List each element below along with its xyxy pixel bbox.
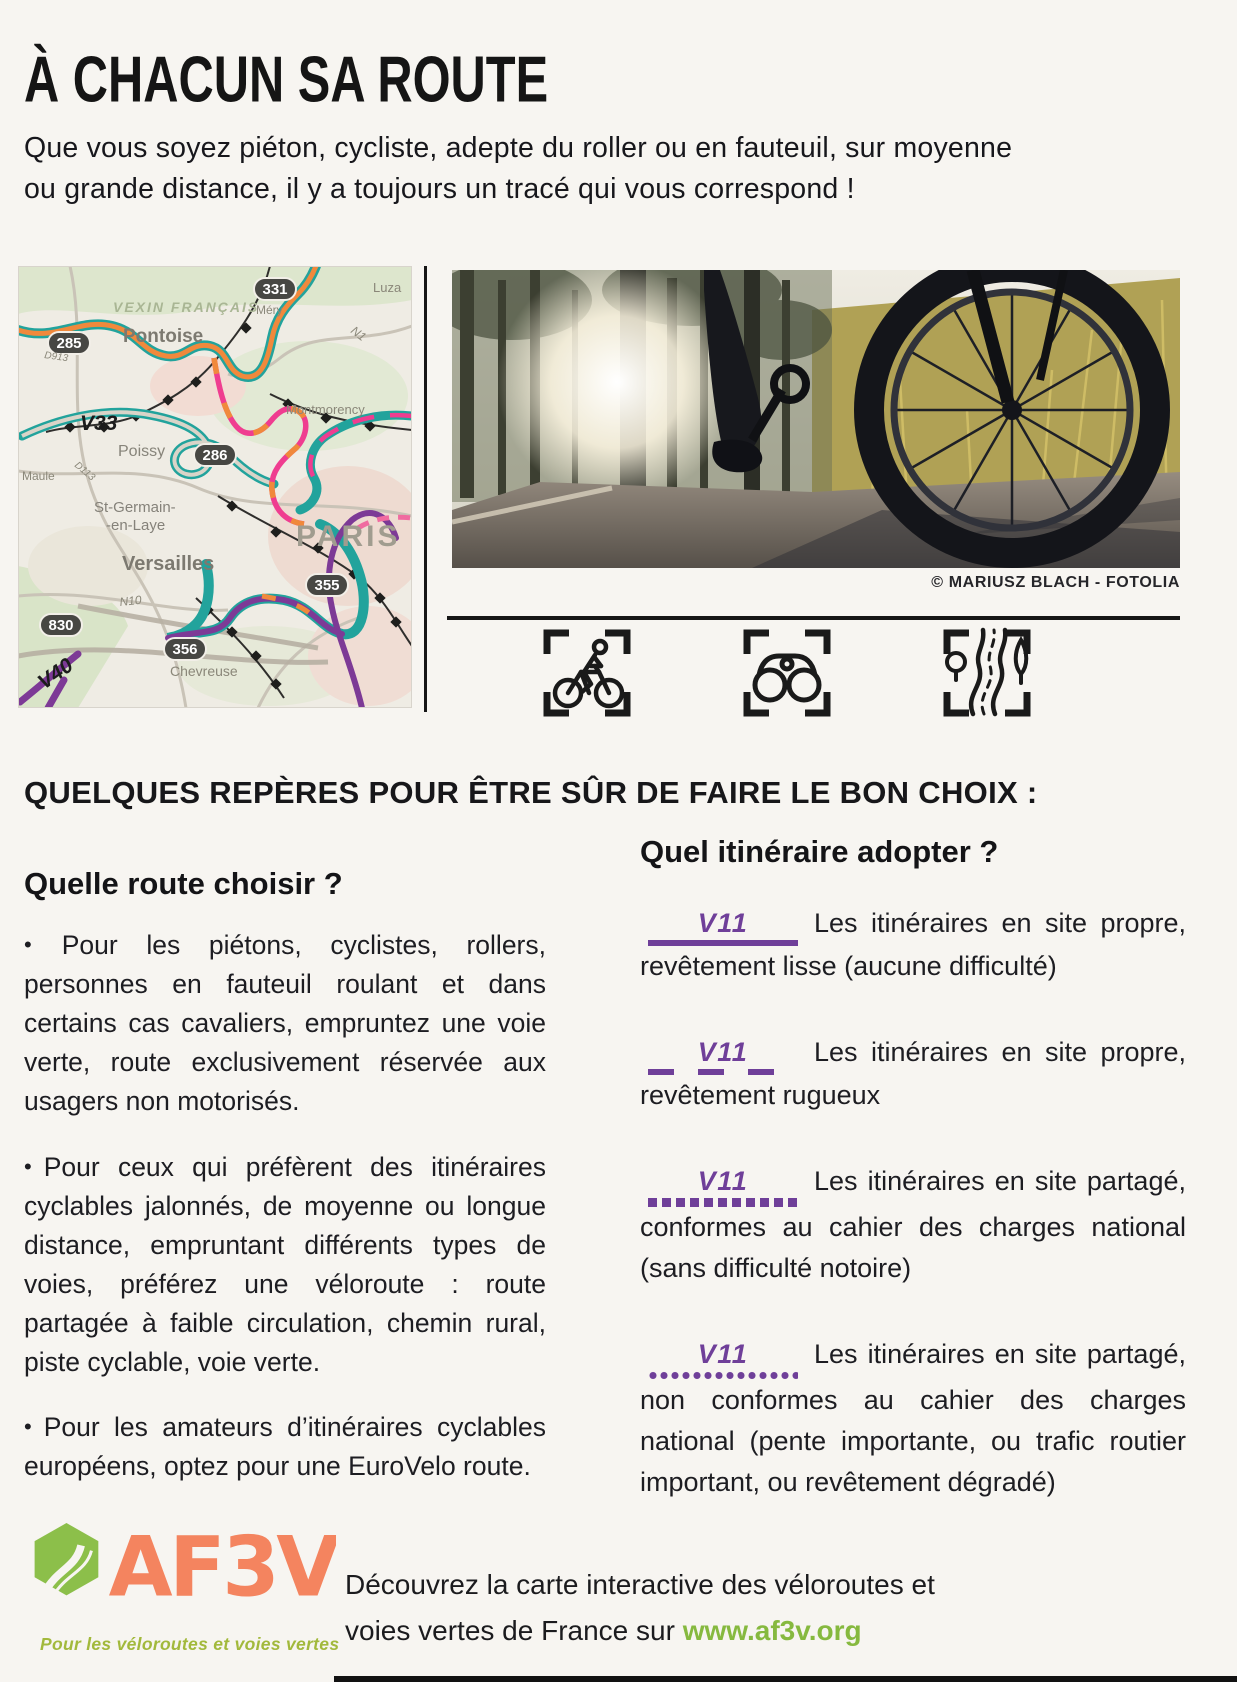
intro-text: Que vous soyez piéton, cycliste, adepte du roller ou en fauteuil, sur moyenne ou grande distance, il y a toujours un tracé qui vous correspond ! xyxy=(24,132,1013,206)
bullet-item xyxy=(24,1408,546,1486)
bullet-marker: • xyxy=(24,1153,32,1179)
right-column xyxy=(640,903,1186,1548)
svg-text:Luza: Luza xyxy=(373,280,402,295)
bullet-item xyxy=(24,926,546,1121)
legend-text: Les itinéraires en site propre, revêtement rugueux xyxy=(640,1037,1186,1111)
photo-credit: © MARIUSZ BLACH - FOTOLIA xyxy=(931,574,1180,591)
photo-bicycle-road xyxy=(452,270,1180,568)
left-column-heading: Quelle route choisir ? xyxy=(24,866,343,901)
page-title: À CHACUN SA ROUTE xyxy=(24,43,549,116)
svg-text:N10: N10 xyxy=(118,592,143,609)
legend-text: Les itinéraires en site propre, revêtement lisse (aucune difficulté) xyxy=(640,908,1186,981)
svg-text:D113: D113 xyxy=(72,459,97,484)
footer-text xyxy=(345,1562,935,1654)
route-icon xyxy=(937,622,1037,722)
svg-text:285: 285 xyxy=(56,335,82,352)
bullet-marker: • xyxy=(24,932,32,957)
right-column-heading: Quel itinéraire adopter ? xyxy=(640,834,999,869)
legend-text: Les itinéraires en site partagé, non conformes au cahier des charges national (pente importante, ou trafic routier important, ou revêtement dégradé) xyxy=(640,1339,1186,1498)
horizontal-divider xyxy=(447,616,1180,620)
map-label-poissy: Poissy xyxy=(118,443,166,460)
map-graphic xyxy=(18,266,412,708)
svg-text:Pontoise: Pontoise xyxy=(123,326,204,347)
svg-text:-en-Laye: -en-Laye xyxy=(106,517,166,534)
route-line-sample-solid: V11 xyxy=(648,910,798,946)
svg-text:830: 830 xyxy=(48,617,74,634)
bullet-text: Pour les amateurs d’itinéraires cyclables européens, optez pour une EuroVelo route. xyxy=(24,1412,546,1482)
route-line-sample-dashed: V11 xyxy=(648,1039,798,1075)
svg-text:Montmorency: Montmorency xyxy=(286,402,365,417)
footer-line1: Découvrez la carte interactive des véloroutes et xyxy=(345,1569,935,1600)
cyclist-icon xyxy=(537,622,637,722)
svg-text:V33: V33 xyxy=(80,412,118,435)
logo-text: AF3V xyxy=(108,1519,336,1611)
footer-line2: voies vertes de France sur www.af3v.org xyxy=(345,1614,862,1646)
svg-text:St-Germain-: St-Germain- xyxy=(94,499,176,516)
route-legend-item xyxy=(640,1334,1186,1503)
route-legend-item xyxy=(640,1032,1186,1116)
svg-text:Maule: Maule xyxy=(22,469,55,483)
svg-text:286: 286 xyxy=(202,447,228,464)
svg-text:331: 331 xyxy=(262,281,288,298)
svg-text:355: 355 xyxy=(314,577,340,594)
scan-edge-artifact xyxy=(334,1676,1237,1682)
left-column xyxy=(24,926,546,1513)
bullet-item xyxy=(24,1148,546,1382)
map-label-region: VEXIN FRANÇAIS xyxy=(113,299,260,315)
route-legend-item xyxy=(640,903,1186,987)
bullet-marker: • xyxy=(24,1414,32,1440)
logo-tagline: Pour les véloroutes et voies vertes xyxy=(40,1634,340,1654)
svg-text:V40: V40 xyxy=(33,653,78,695)
route-line-sample-dotted: V11 xyxy=(648,1341,798,1380)
bullet-text: Pour les piétons, cyclistes, rollers, personnes en fauteuil roulant et dans certains cas cavaliers, empruntez une voie verte, route exclusivement réservée aux usagers non motorisés. xyxy=(24,930,546,1116)
svg-text:D913: D913 xyxy=(43,350,69,365)
svg-text:PARIS: PARIS xyxy=(296,520,401,553)
section-heading: QUELQUES REPÈRES POUR ÊTRE SÛR DE FAIRE LE BON CHOIX : xyxy=(24,775,1038,810)
af3v-url: www.af3v.org xyxy=(682,1614,862,1646)
svg-text:Versailles: Versailles xyxy=(122,553,215,575)
vertical-divider xyxy=(424,266,427,712)
svg-text:Chevreuse: Chevreuse xyxy=(170,663,238,679)
veloroutes-map xyxy=(18,266,412,708)
route-legend-item xyxy=(640,1161,1186,1289)
svg-text:N1: N1 xyxy=(348,323,369,344)
binoculars-icon xyxy=(737,622,837,722)
svg-text:Méry: Méry xyxy=(256,303,283,317)
svg-text:356: 356 xyxy=(172,641,198,658)
route-line-sample-squares: V11 xyxy=(648,1168,798,1207)
legend-text: Les itinéraires en site partagé, conformes au cahier des charges national (sans difficulté notoire) xyxy=(640,1166,1186,1284)
bullet-text: Pour ceux qui préfèrent des itinéraires cyclables jalonnés, de moyenne ou longue distance, empruntant différents types de voies, préférez une véloroute : route partagée à faible circulation, chemin rural, piste cyclable, voie verte. xyxy=(24,1151,546,1377)
af3v-logo xyxy=(26,1516,336,1626)
